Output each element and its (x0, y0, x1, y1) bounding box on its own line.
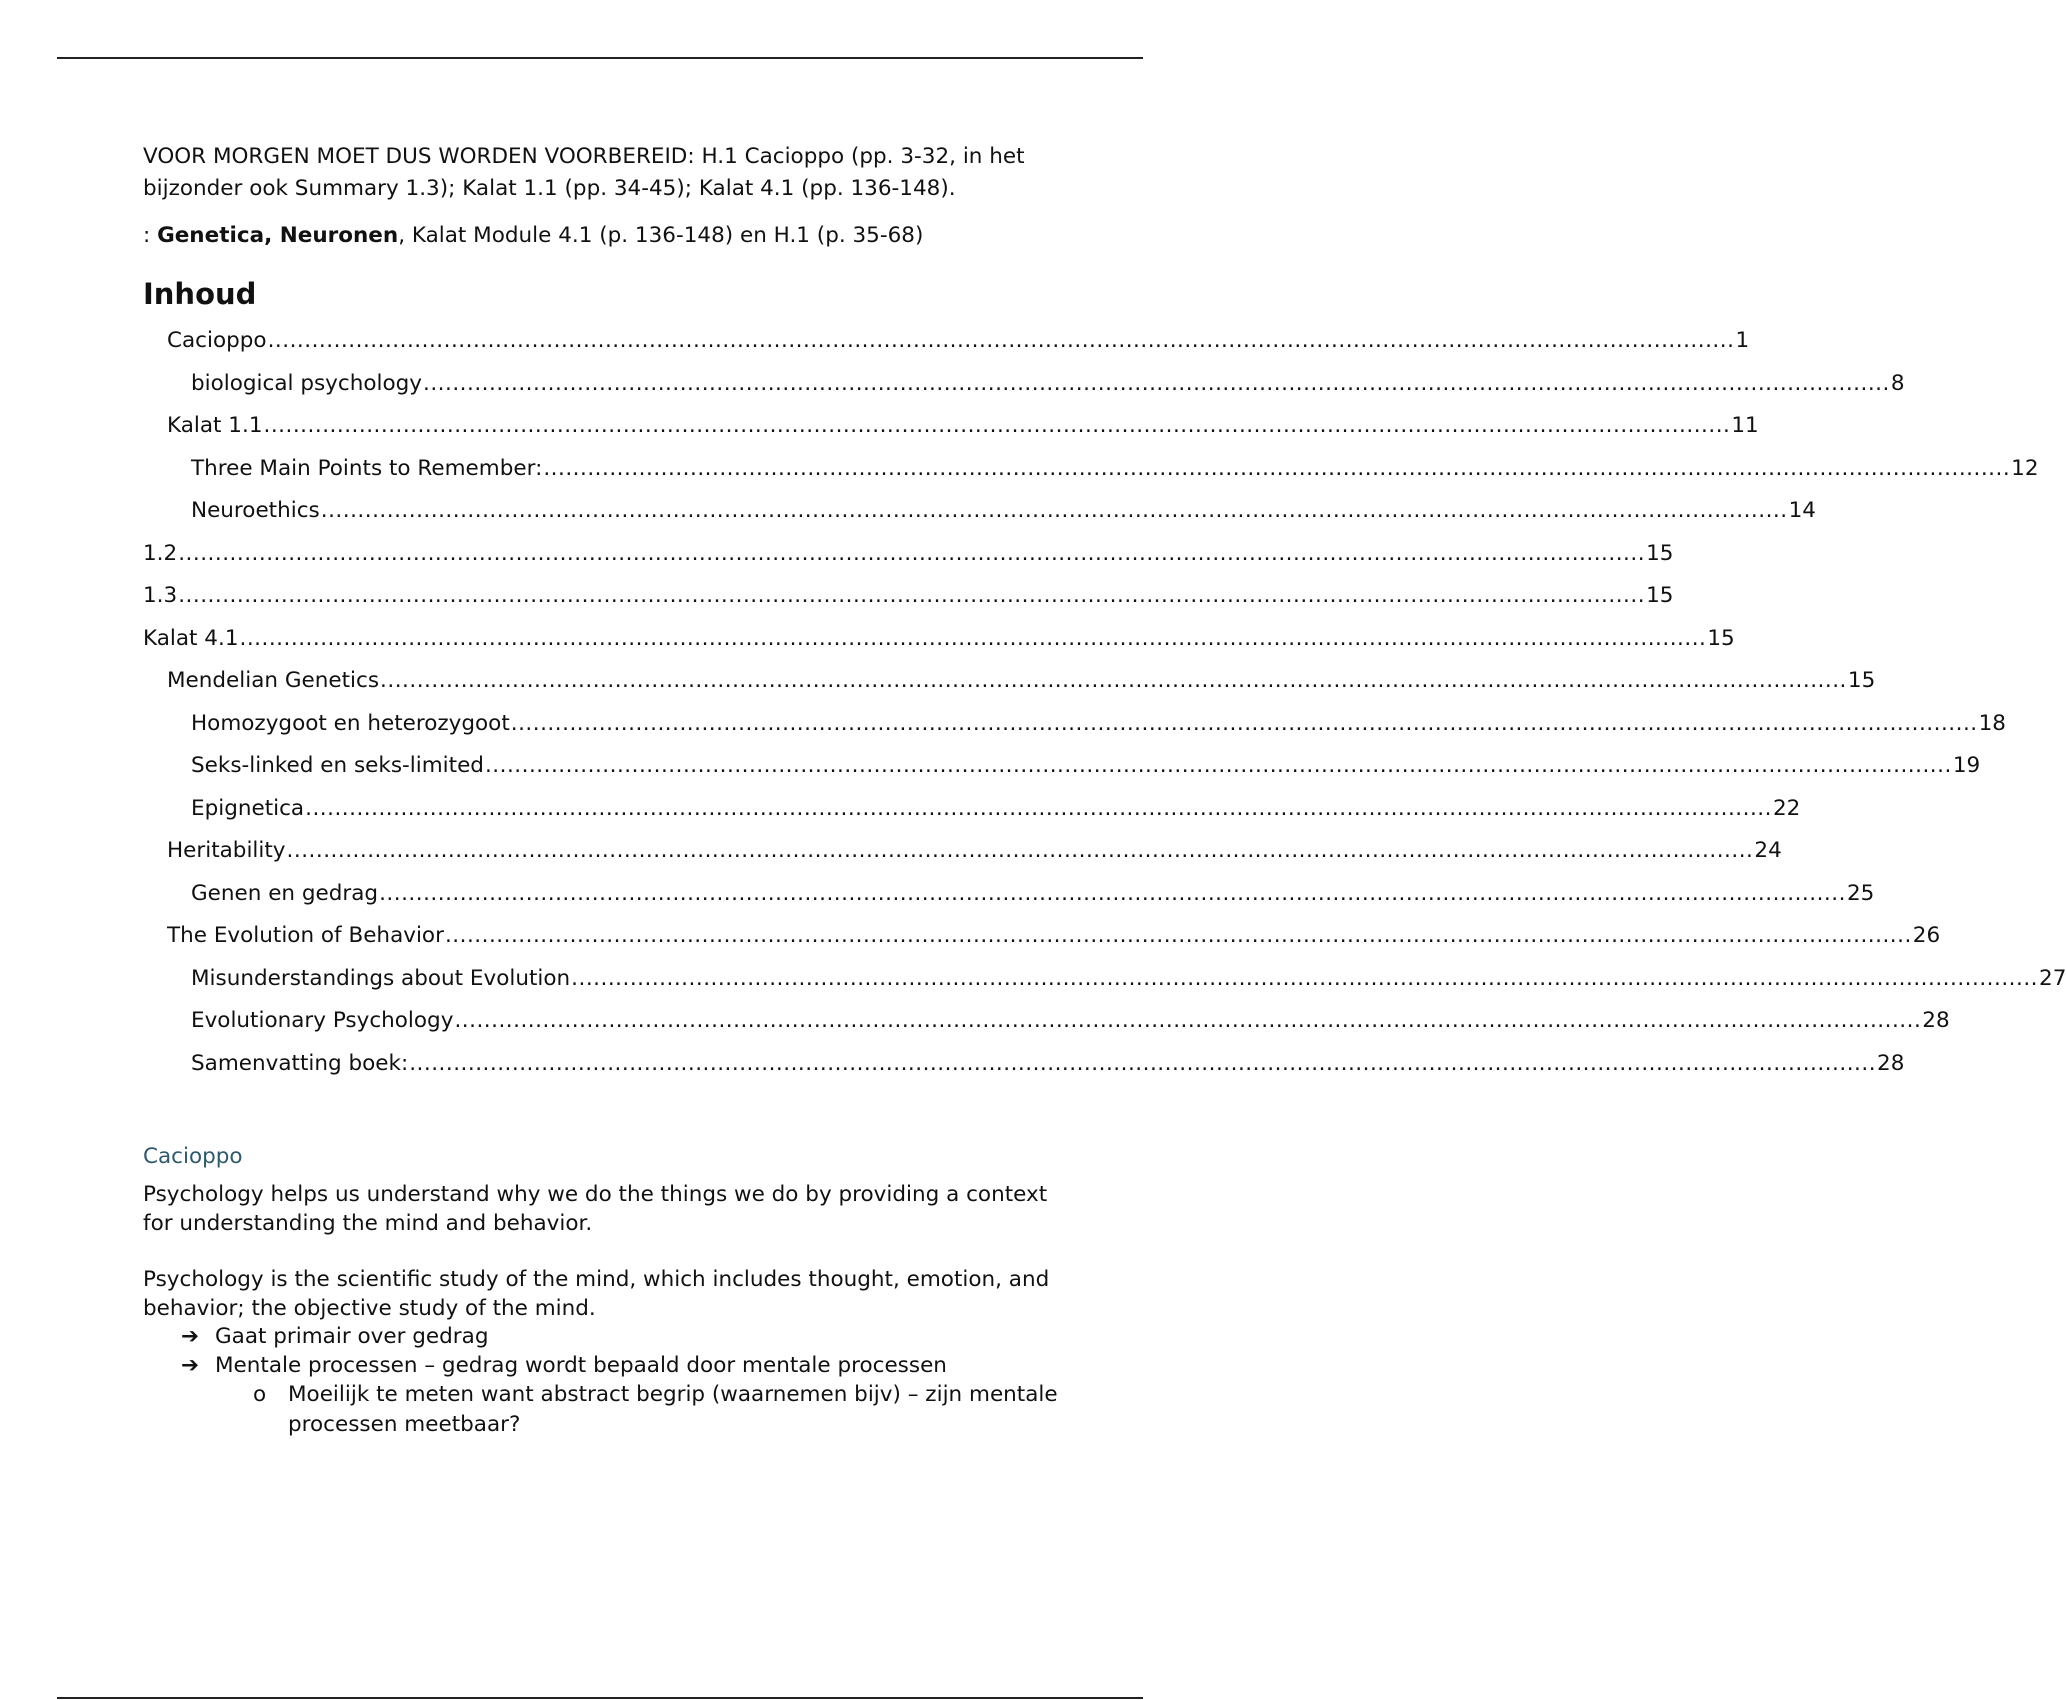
subject-line (143, 220, 1058, 252)
section-paragraph-2: Psychology is the scientific study of the mind, which includes thought, emotion, and behavior; the objective study of the mind. (143, 1267, 1050, 1321)
toc-entry-page: 11 (1731, 413, 1759, 438)
document-page (143, 141, 2066, 1439)
toc-leader-dots: ........................................................................................................................................................................................................ (454, 1008, 1922, 1033)
toc-entry-page: 19 (1952, 753, 1981, 778)
toc-entry-page: 15 (1646, 540, 1674, 566)
toc-entry-page: 25 (1846, 880, 1875, 906)
toc-entry-label: Kalat 1.1 (167, 413, 263, 438)
toc-entry[interactable] (143, 873, 1875, 916)
toc-entry-page: 28 (1922, 1008, 1950, 1033)
toc-entry-page: 15 (1847, 668, 1876, 693)
bullet-list (143, 1323, 1058, 1380)
toc-entry-page: 27 (2039, 965, 2066, 991)
toc-entry[interactable] (143, 788, 1801, 831)
toc-leader-dots: ........................................................................................................................................................................................................ (263, 413, 1731, 438)
toc-leader-dots: ........................................................................................................................................................................................................ (380, 668, 1847, 693)
toc-entry-label: Epignetica (191, 795, 305, 821)
toc-entry-label: Homozygoot en heterozygoot (191, 710, 510, 736)
toc-entry-page: 18 (1978, 710, 2006, 736)
toc-entry-label: Genen en gedrag (191, 880, 379, 906)
toc-leader-dots: ........................................................................................................................................................................................................ (510, 710, 1978, 736)
toc-leader-dots: ........................................................................................................................................................................................................ (409, 1050, 1877, 1076)
toc-entry[interactable] (143, 830, 1782, 873)
toc-entry[interactable] (143, 363, 1905, 406)
toc-entry[interactable] (143, 745, 1981, 788)
footer-rule (57, 1697, 1143, 1699)
toc-entry-label: Seks-linked en seks-limited (191, 753, 484, 778)
subject-rest: , Kalat Module 4.1 (p. 136-148) en H.1 (p. 35-68) (398, 223, 924, 248)
arrow-right-icon: ➔ (181, 1352, 200, 1378)
bullet-item (143, 1352, 1058, 1381)
toc-entry-page: 12 (2011, 455, 2039, 481)
subject-bold: Genetica, Neuronen (157, 223, 399, 248)
toc-entry-page: 15 (1707, 625, 1735, 651)
section-heading: Cacioppo (143, 1144, 243, 1169)
toc-entry[interactable] (143, 958, 2066, 1001)
toc-entry[interactable] (143, 1000, 1950, 1043)
toc-entry-page: 8 (1890, 370, 1905, 396)
toc-entry-label: Misunderstandings about Evolution (191, 965, 571, 991)
toc-leader-dots: ........................................................................................................................................................................................................ (543, 455, 2011, 481)
toc-entry-label: Samenvatting boek: (191, 1050, 409, 1076)
toc-entry[interactable] (143, 660, 1876, 703)
toc-entry[interactable] (143, 703, 2006, 746)
toc-entry-label: Three Main Points to Remember: (191, 455, 543, 481)
toc-leader-dots: ........................................................................................................................................................................................................ (178, 540, 1646, 566)
toc-leader-dots: ........................................................................................................................................................................................................ (305, 795, 1772, 821)
bullet-text: Gaat primair over gedrag (215, 1324, 489, 1349)
bullet-item (143, 1323, 1058, 1352)
toc-entry-page: 1 (1735, 328, 1750, 353)
toc-entry[interactable] (143, 533, 1674, 576)
section-paragraph-1: Psychology helps us understand why we do the things we do by providing a context for understanding the mind and behavior. (143, 1182, 1048, 1236)
toc-entry-label: The Evolution of Behavior (167, 923, 444, 948)
toc-entry[interactable] (143, 448, 2039, 491)
toc-entry-label: 1.3 (143, 583, 178, 608)
toc-entry-label: biological psychology (191, 370, 422, 396)
toc-entry-label: Neuroethics (191, 498, 320, 523)
table-of-contents (143, 320, 2066, 1085)
toc-entry-page: 14 (1788, 498, 1816, 523)
toc-leader-dots: ........................................................................................................................................................................................................ (444, 923, 1912, 948)
toc-entry-label: Evolutionary Psychology (191, 1008, 454, 1033)
toc-entry-page: 26 (1912, 923, 1941, 948)
intro-paragraph: VOOR MORGEN MOET DUS WORDEN VOORBEREID: H.1 Cacioppo (pp. 3-32, in het bijzonder ook Summary 1.3); Kalat 1.1 (pp. 34-45); Kalat 4.1 (pp. 136-148). (143, 144, 1025, 201)
toc-leader-dots: ........................................................................................................................................................................................................ (320, 498, 1788, 523)
toc-entry-label: Cacioppo (167, 328, 267, 353)
toc-entry-label: Heritability (167, 838, 286, 863)
toc-entry[interactable] (143, 618, 1735, 661)
toc-leader-dots: ........................................................................................................................................................................................................ (178, 583, 1646, 608)
sub-bullet-item (143, 1380, 1058, 1439)
circle-bullet-icon: o (253, 1382, 267, 1407)
header-rule (57, 57, 1143, 59)
toc-entry-page: 22 (1772, 795, 1801, 821)
toc-entry-page: 15 (1646, 583, 1674, 608)
toc-leader-dots: ........................................................................................................................................................................................................ (379, 880, 1846, 906)
toc-entry-label: Mendelian Genetics (167, 668, 380, 693)
toc-entry-label: Kalat 4.1 (143, 625, 239, 651)
sub-bullet-text: Moeilijk te meten want abstract begrip (waarnemen bijv) – zijn mentale processen meetbaar? (288, 1382, 1058, 1437)
toc-entry[interactable] (143, 405, 1759, 448)
bullet-text: Mentale processen – gedrag wordt bepaald door mentale processen (215, 1352, 947, 1378)
toc-entry[interactable] (143, 1043, 1905, 1086)
toc-leader-dots: ........................................................................................................................................................................................................ (484, 753, 1952, 778)
toc-leader-dots: ........................................................................................................................................................................................................ (239, 625, 1707, 651)
toc-entry-label: 1.2 (143, 540, 178, 566)
toc-leader-dots: ........................................................................................................................................................................................................ (571, 965, 2039, 991)
subject-prefix: : (143, 223, 158, 248)
toc-entry-page: 24 (1754, 838, 1782, 863)
toc-entry[interactable] (143, 575, 1674, 618)
toc-leader-dots: ........................................................................................................................................................................................................ (423, 370, 1890, 396)
toc-leader-dots: ........................................................................................................................................................................................................ (286, 838, 1754, 863)
toc-leader-dots: ........................................................................................................................................................................................................ (267, 328, 1735, 353)
toc-entry-page: 28 (1877, 1050, 1905, 1076)
arrow-right-icon: ➔ (181, 1324, 200, 1349)
toc-entry[interactable] (143, 490, 1816, 533)
sub-bullet-list (143, 1380, 1058, 1439)
toc-entry[interactable] (143, 320, 1750, 363)
toc-title: Inhoud (143, 277, 257, 311)
toc-entry[interactable] (143, 915, 1941, 958)
